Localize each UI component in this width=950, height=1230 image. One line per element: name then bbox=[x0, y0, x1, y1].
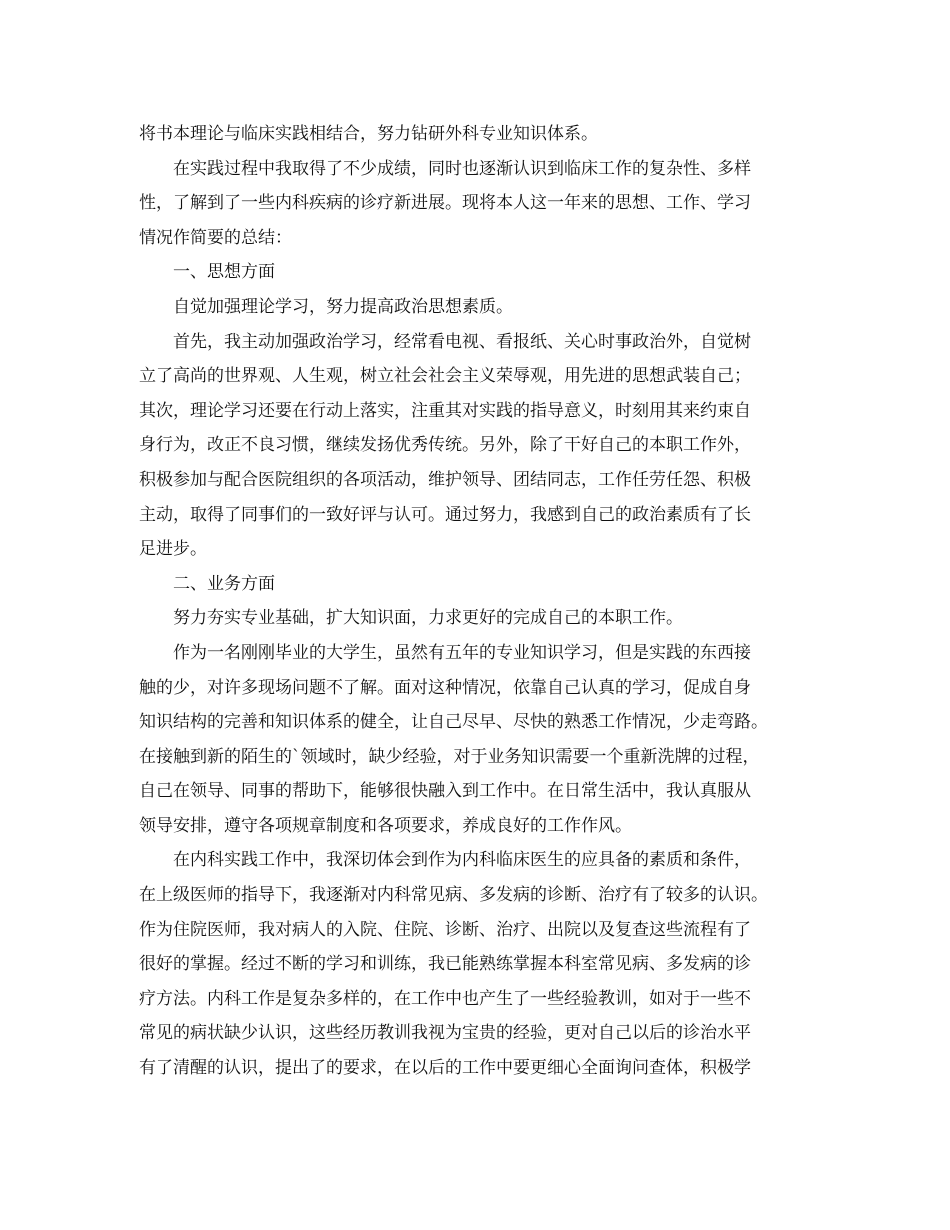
text-line: 领导安排，遵守各项规章制度和各项要求，养成良好的工作作风。 bbox=[139, 815, 632, 836]
text-line: 主动，取得了同事们的一致好评与认可。通过努力，我感到自己的政治素质有了长 bbox=[139, 504, 751, 525]
text-line: 将书本理论与临床实践相结合，努力钻研外科专业知识体系。 bbox=[139, 124, 598, 144]
text-line: 常见的病状缺少认识，这些经历教训我视为宝贵的经验，更对自己以后的诊治水平 bbox=[139, 1023, 751, 1044]
text-line: 在实践过程中我取得了不少成绩，同时也逐渐认识到临床工作的复杂性、多样 bbox=[173, 158, 751, 179]
text-line: 性，了解到了一些内科疾病的诊疗新进展。现将本人这一年来的思想、工作、学习 bbox=[139, 193, 751, 214]
text-line: 积极参加与配合医院组织的各项活动，维护领导、团结同志，工作任劳任怨、积极 bbox=[139, 469, 751, 490]
text-line: 自己在领导、同事的帮助下，能够很快融入到工作中。在日常生活中，我认真服从 bbox=[139, 781, 751, 802]
text-line: 二、业务方面 bbox=[173, 573, 275, 594]
text-line: 在接触到新的陌生的`领域时，缺少经验，对于业务知识需要一个重新洗牌的过程， bbox=[139, 746, 760, 767]
text-line: 作为住院医师，我对病人的入院、住院、诊断、治疗、出院以及复查这些流程有了 bbox=[139, 919, 751, 940]
text-line: 立了高尚的世界观、人生观，树立社会社会主义荣辱观，用先进的思想武装自己； bbox=[139, 366, 751, 387]
text-line: 一、思想方面 bbox=[173, 262, 275, 283]
text-line: 疗方法。内科工作是复杂多样的，在工作中也产生了一些经验教训，如对于一些不 bbox=[139, 988, 751, 1009]
text-line: 首先，我主动加强政治学习，经常看电视、看报纸、关心时事政治外，自觉树 bbox=[173, 331, 751, 352]
text-line: 情况作简要的总结： bbox=[139, 227, 292, 248]
text-line: 足进步。 bbox=[139, 539, 207, 560]
text-line: 很好的掌握。经过不断的学习和训练，我已能熟练掌握本科室常见病、多发病的诊 bbox=[139, 954, 751, 975]
text-line: 其次，理论学习还要在行动上落实，注重其对实践的指导意义，时刻用其来约束自 bbox=[139, 400, 751, 421]
text-line: 有了清醒的认识，提出了的要求，在以后的工作中要更细心全面询问查体，积极学 bbox=[139, 1058, 751, 1079]
text-line: 在内科实践工作中，我深切体会到作为内科临床医生的应具备的素质和条件， bbox=[173, 850, 751, 871]
text-line: 在上级医师的指导下，我逐渐对内科常见病、多发病的诊断、治疗有了较多的认识。 bbox=[139, 885, 768, 906]
document-body bbox=[139, 117, 819, 1086]
text-line: 知识结构的完善和知识体系的健全，让自己尽早、尽快的熟悉工作情况，少走弯路。 bbox=[139, 712, 768, 733]
text-line: 努力夯实专业基础，扩大知识面，力求更好的完成自己的本职工作。 bbox=[173, 608, 683, 629]
text-line: 身行为，改正不良习惯，继续发扬优秀传统。另外，除了干好自己的本职工作外， bbox=[139, 435, 751, 456]
text-line: 自觉加强理论学习，努力提高政治思想素质。 bbox=[173, 296, 513, 317]
text-line: 触的少，对许多现场问题不了解。面对这种情况，依靠自己认真的学习，促成自身 bbox=[139, 677, 751, 698]
text-line: 作为一名刚刚毕业的大学生，虽然有五年的专业知识学习，但是实践的东西接 bbox=[173, 642, 751, 663]
